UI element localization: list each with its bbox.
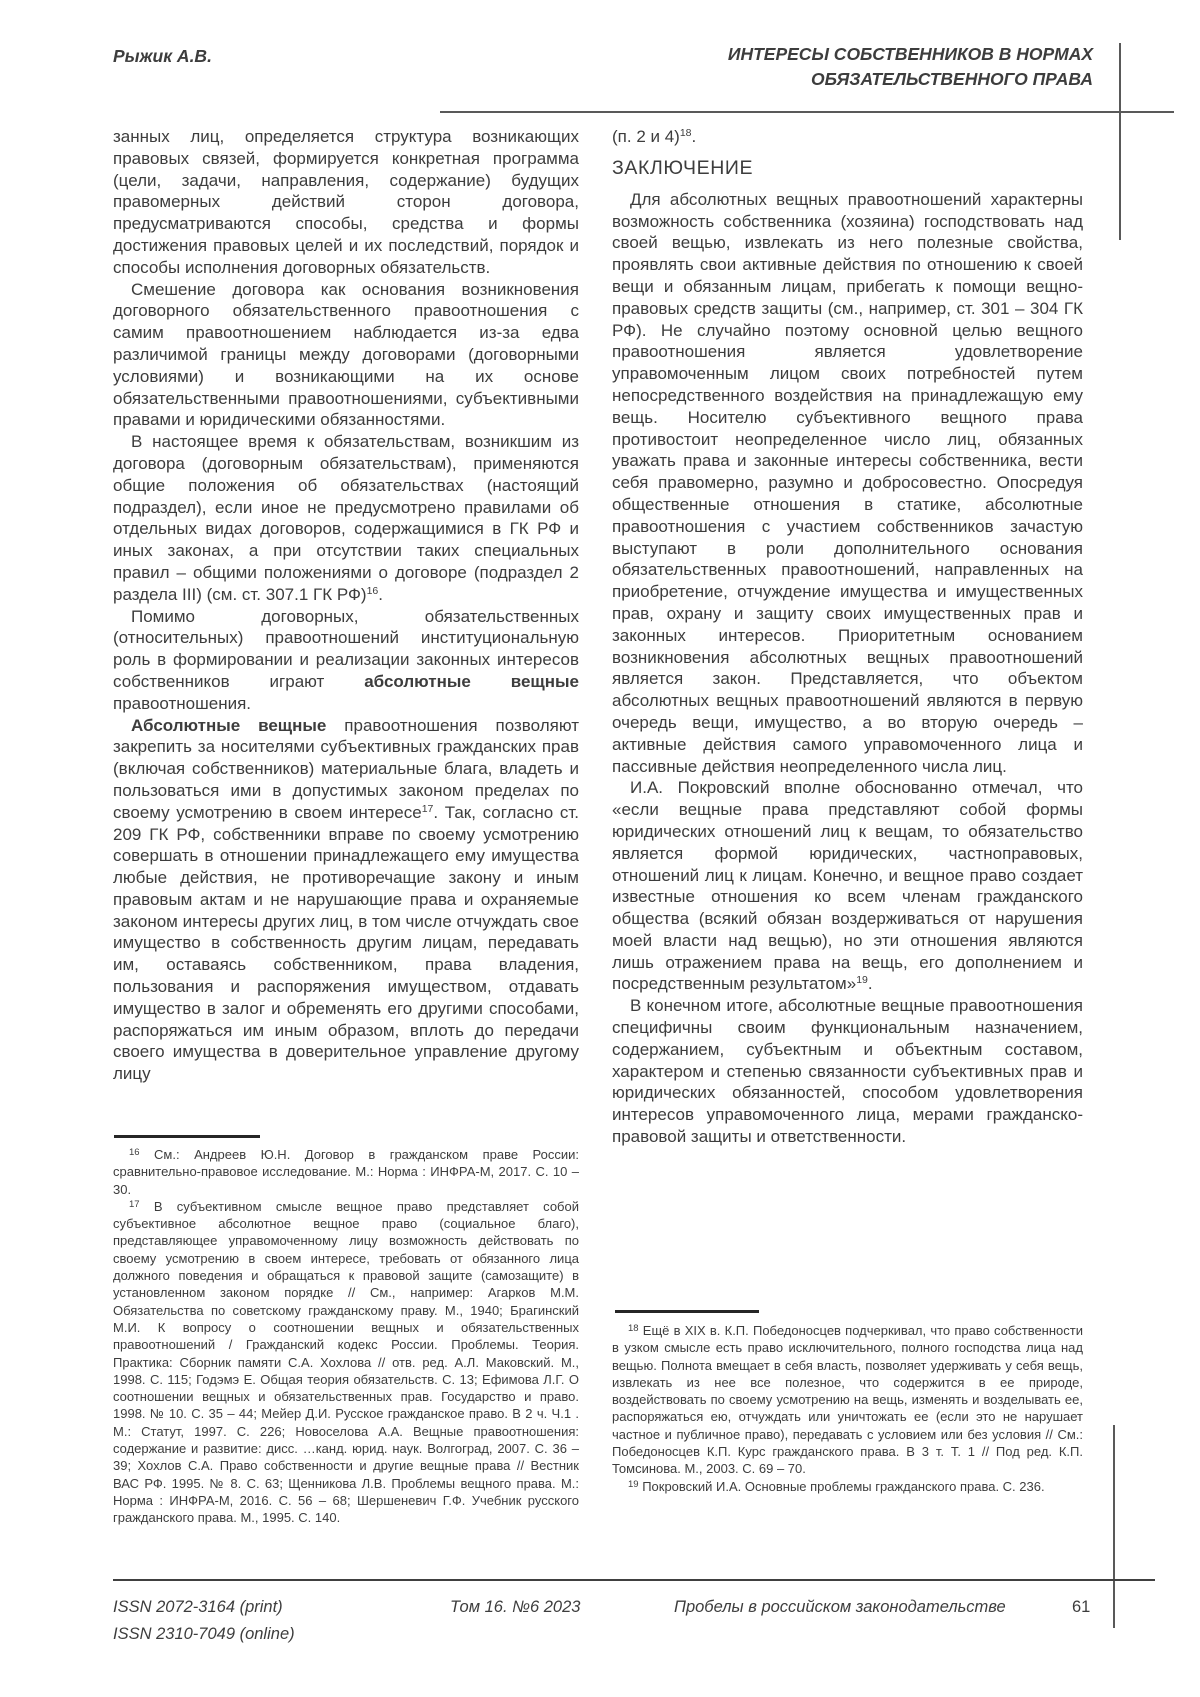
right-column-intro	[612, 126, 1083, 148]
header-vertical-rule	[1119, 43, 1121, 240]
paragraph: В конечном итоге, абсолютные вещные правоотношения специфичны своим функциональным назначением, содержанием, субъектным и объектным составом, характером и степенью связанности субъективных прав и юридических обязанностей, способом удовлетворения интересов управомоченного лица, мерами гражданско-правовой защиты и ответственности.	[612, 996, 1083, 1147]
page-header-author: Рыжик А.В.	[113, 46, 212, 66]
footnote-19: $^{19}$ Покровский И.А. Основные проблемы гражданского права. С. 236.	[628, 1478, 1045, 1494]
page-header-article-title	[473, 42, 1093, 92]
footnote-18: $^{18}$ Ещё в XIX в. К.П. Победоносцев подчеркивал, что право собственности в узком смысле есть право исключительного, полного господства лица над вещью. Полнота вмещает в себя власть, позволяет удерживать у себя вещь, извлекать из нее все полезное, что содержится в ее природе, воздействовать по своему усмотрению на вещь, изменять и возделывать ее, распоряжаться ею, отчуждать или уничтожать ее (если это не нарушает частное и публичное право), передавать с условием или без условия // См.: Победоносцев К.П. Курс гражданского права. В 3 т. Т. 1 // Под ред. К.П. Томсинова. М., 2003. С. 69 – 70.	[612, 1323, 1083, 1477]
paragraph: В настоящее время к обязательствам, возникшим из договора (договорным обязательствам), применяются общие положения об обязательствах (настоящий подраздел), если иное не предусмотрено правилами об отдельных видах договоров, содержащимися в ГК РФ и иных законах, а при отсутствии таких специальных правил – общими положениями о договоре (подраздел 2 раздела III) (см. ст. 307.1 ГК РФ)$^{16}$.	[113, 432, 579, 604]
footnote-separator-left	[114, 1135, 260, 1138]
article-title-line1: ИНТЕРЕСЫ СОБСТВЕННИКОВ В НОРМАХ	[727, 44, 1093, 64]
footnotes-right	[612, 1322, 1083, 1495]
paragraph: Абсолютные вещные правоотношения позволяют закрепить за носителями субъективных гражданских прав (включая собственников) материальные блага, владеть и пользоваться ими в допустимых законом пределах по своему усмотрению в своем интересе$^{17}$. Так, согласно ст. 209 ГК РФ, собственники вправе по своему усмотрению совершать в отношении принадлежащего ему имущества любые действия, не противоречащие закону и иным правовым актам и не нарушающие права и охраняемые законом интересы других лиц, в том числе отчуждать свое имущество в собственность другим лицам, передавать им, оставаясь собственником, права владения, пользования и распоряжения имуществом, отдавать имущество в залог и обременять его другими способами, распоряжаться им иным образом, вплоть до передачи своего имущества в доверительное управление другому лицу	[113, 715, 579, 1084]
footer-journal-title: Пробелы в российском законодательстве	[674, 1598, 1006, 1616]
paragraph: И.А. Покровский вполне обоснованно отмечал, что «если вещные права представляют собой формы юридических отношений лиц к вещам, то обязательство является формой юридических, частноправовых, отношений лиц к лицам. Конечно, и вещное право создает известные отношения ко всем членам гражданского общества (всякий обязан воздерживаться от нарушения моей власти над вещью), но эти отношения являются лишь отражением права на вещь, его дополнением и посредственным результатом»$^{19}$.	[612, 778, 1083, 994]
text-column-left	[113, 126, 579, 1085]
paragraph: Смешение договора как основания возникновения договорного обязательственного правоотношения с самим правоотношением наблюдается из-за едва различимой границы между договорами (договорными условиями) и возникающими на их основе обязательственными правоотношениями, субъективными правами и юридическими обязанностями.	[113, 279, 579, 430]
paragraph: занных лиц, определяется структура возникающих правовых связей, формируется конкретная программа (цели, задачи, направления, содержание) будущих правомерных действий сторон договора, предусматриваются способы, средства и формы достижения правовых целей и их последствий, порядок и способы исполнения договорных обязательств.	[113, 127, 579, 277]
footer-volume-issue: Том 16. №6 2023	[450, 1598, 581, 1616]
article-title-line2: ОБЯЗАТЕЛЬСТВЕННОГО ПРАВА	[810, 69, 1093, 89]
footer-horizontal-rule	[113, 1579, 1155, 1581]
footnote-number: 18	[628, 1323, 639, 1334]
paragraph: Помимо договорных, обязательственных (относительных) правоотношений институциональную роль в формировании и реализации законных интересов собственников играют абсолютные вещные правоотношения.	[113, 606, 579, 713]
text-column-right	[612, 126, 1083, 1148]
footnote-number: 17	[129, 1198, 140, 1210]
footer-page-number: 61	[1072, 1598, 1091, 1616]
footer-issn	[113, 1594, 295, 1648]
paragraph: (п. 2 и 4)$^{18}$.	[612, 127, 697, 146]
footnotes-left	[113, 1146, 579, 1527]
footnote-number: 16	[129, 1147, 140, 1158]
footer-vertical-rule	[1113, 1425, 1115, 1628]
paragraph: Для абсолютных вещных правоотношений характерны возможность собственника (хозяина) господствовать над своей вещью, извлекать из него полезные свойства, проявлять свои активные действия по отношению к своей вещи и обязанным лицам, прибегать к помощи вещно-правовых средств защиты (см., например, ст. 301 – 304 ГК РФ). Не случайно поэтому основной целью вещного правоотношения является удовлетворение управомоченным лицом своих потребностей путем непосредственного воздействия на принадлежащую ему вещь. Носителю субъективного вещного права противостоит неопределенное число лиц, обязанных уважать права и законные интересы собственника, вести себя правомерно, разумно и добросовестно. Опосредуя общественные отношения в статике, абсолютные правоотношения с участием собственников зачастую выступают в роли дополнительного основания обязательственных правоотношений, направленных на приобретение, отчуждение имущества и имущественных прав, охрану и защиту своих имущественных прав и законных интересов. Приоритетным основанием возникновения абсолютных вещных правоотношений является закон. Представляется, что объектом абсолютных вещных правоотношений являются в первую очередь вещи, имущество, а во вторую очередь – активные действия самого управомоченного лица и пассивные действия неопределенного числа лиц.	[612, 189, 1083, 776]
right-column-paragraphs	[612, 189, 1083, 1148]
footnote-separator-right	[615, 1310, 759, 1313]
section-heading-conclusion: ЗАКЛЮЧЕНИЕ	[612, 156, 754, 179]
footer-issn-online: ISSN 2310-7049 (online)	[113, 1625, 295, 1643]
header-horizontal-rule	[440, 111, 1174, 113]
footnote-16: $^{16}$ См.: Андреев Ю.Н. Договор в гражданском праве России: сравнительно-правовое исследование. М.: Норма : ИНФРА-М, 2017. С. 10 – 30.	[113, 1147, 579, 1197]
footnote-number: 19	[628, 1478, 639, 1490]
footer-issn-print: ISSN 2072-3164 (print)	[113, 1598, 283, 1616]
footnote-17: $^{17}$ В субъективном смысле вещное право представляет собой субъективное абсолютное вещное право (социальное благо), представляющее управомоченному лицу возможность действовать по своему усмотрению в своем интересе, требовать от обязанного лица должного поведения и обращаться к правовой защите (самозащите) в установленном законом порядке // См., например: Агарков М.М. Обязательства по советскому гражданскому праву. М., 1940; Брагинский М.И. К вопросу о соотношении вещных и обязательственных правоотношений / Гражданский кодекс России. Проблемы. Теория. Практика: Сборник памяти С.А. Хохлова // отв. ред. А.Л. Маковский. М., 1998. С. 115; Годэмэ Е. Общая теория обязательств. С. 13; Ефимова Л.Г. О соотношении вещных и обязательственных прав. Государство и право. 1998. № 10. С. 35 – 44; Мейер Д.И. Русское гражданское право. В 2 ч. Ч.1 . М.: Статут, 1997. С. 226; Новоселова А.А. Вещные правоотношения: содержание и развитие: дисс. …канд. юрид. наук. Волгоград, 2007. С. 36 – 39; Хохлов С.А. Право собственности и другие вещные права // Вестник ВАС РФ. 1995. № 8. С. 63; Щенникова Л.В. Проблемы вещного права. М.: Норма : ИНФРА-М, 2016. С. 56 – 68; Шершеневич Г.Ф. Учебник русского гражданского права. М., 1995. С. 140.	[113, 1198, 579, 1526]
